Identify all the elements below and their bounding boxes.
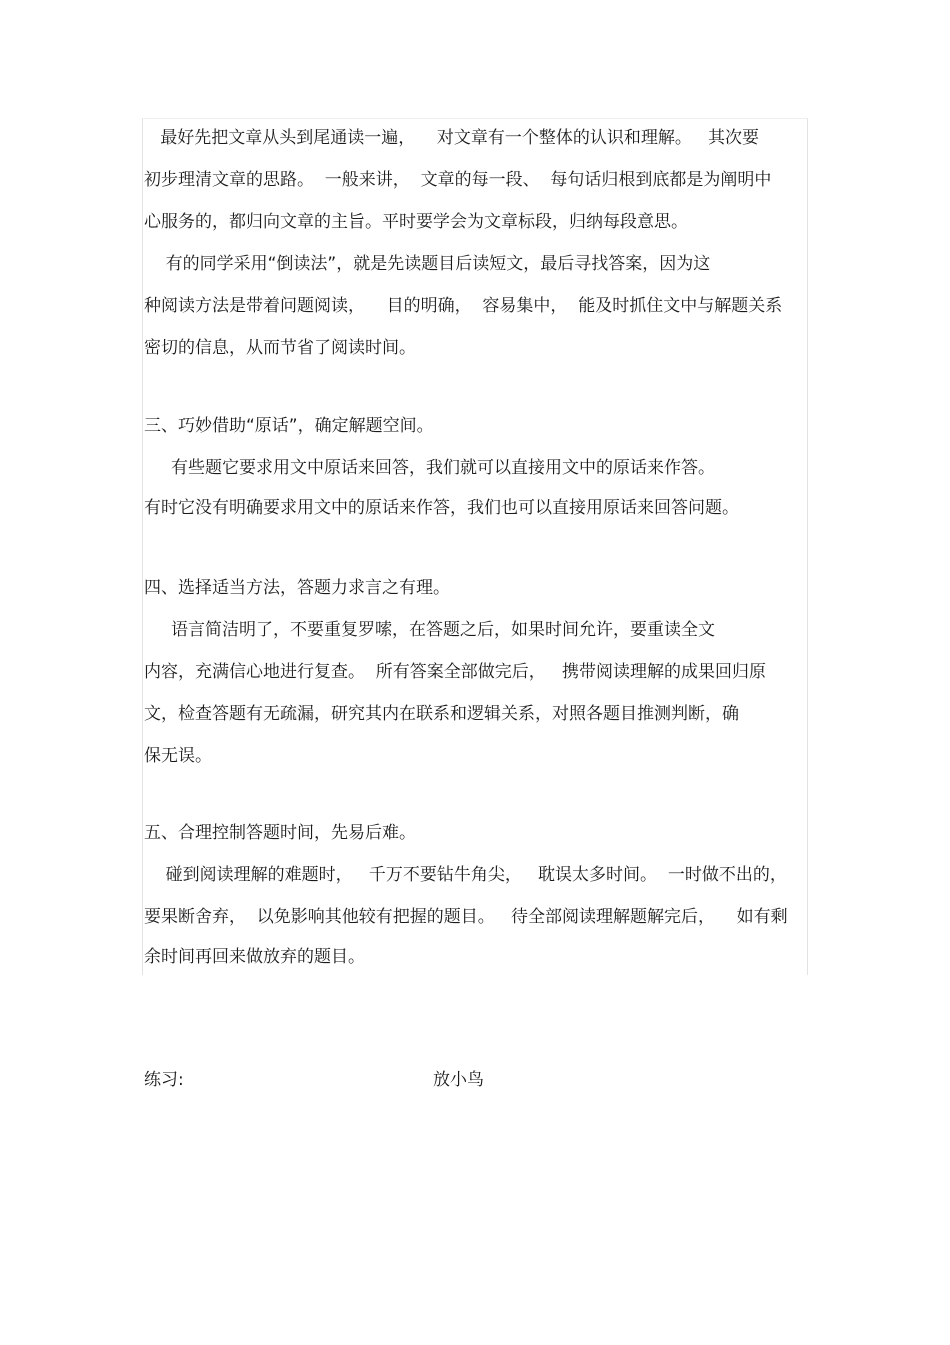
section-heading: 四、选择适当方法，答题力求言之有理。	[144, 578, 450, 598]
paragraph-line: 有时它没有明确要求用文中的原话来作答，我们也可以直接用原话来回答问题。	[144, 498, 739, 518]
section-heading: 三、巧妙借助“原话”，确定解题空间。	[144, 416, 434, 436]
paragraph-line: 要果断舍弃， 以免影响其他较有把握的题目。 待全部阅读理解题解完后， 如有剩	[144, 907, 788, 927]
exercise-title: 放小鸟	[433, 1070, 484, 1090]
paragraph-line: 文，检查答题有无疏漏，研究其内在联系和逻辑关系，对照各题目推测判断，确	[144, 704, 739, 724]
paragraph-line: 语言简洁明了，不要重复罗嗦，在答题之后，如果时间允许，要重读全文	[144, 620, 716, 640]
content-frame	[142, 118, 808, 975]
paragraph-line: 心服务的，都归向文章的主旨。平时要学会为文章标段，归纳每段意思。	[144, 212, 688, 232]
exercise-label: 练习:	[144, 1070, 184, 1090]
paragraph-line: 密切的信息，从而节省了阅读时间。	[144, 338, 416, 358]
paragraph-line: 余时间再回来做放弃的题目。	[144, 947, 365, 967]
paragraph-line: 碰到阅读理解的难题时， 千万不要钻牛角尖， 耽误太多时间。 一时做不出的，	[144, 865, 787, 885]
section-heading: 五、合理控制答题时间，先易后难。	[144, 823, 416, 843]
paragraph-line: 最好先把文章从头到尾通读一遍， 对文章有一个整体的认识和理解。 其次要	[144, 128, 760, 148]
paragraph-line: 内容，充满信心地进行复查。 所有答案全部做完后， 携带阅读理解的成果回归原	[144, 662, 767, 682]
paragraph-line: 有些题它要求用文中原话来回答，我们就可以直接用文中的原话来作答。	[144, 458, 716, 478]
paragraph-line: 有的同学采用“倒读法”，就是先读题目后读短文，最后寻找答案，因为这	[144, 254, 711, 274]
paragraph-line: 种阅读方法是带着问题阅读， 目的明确， 容易集中， 能及时抓住文中与解题关系	[144, 296, 783, 316]
paragraph-line: 初步理清文章的思路。 一般来讲， 文章的每一段、 每句话归根到底都是为阐明中	[144, 170, 772, 190]
paragraph-line: 保无误。	[144, 746, 212, 766]
